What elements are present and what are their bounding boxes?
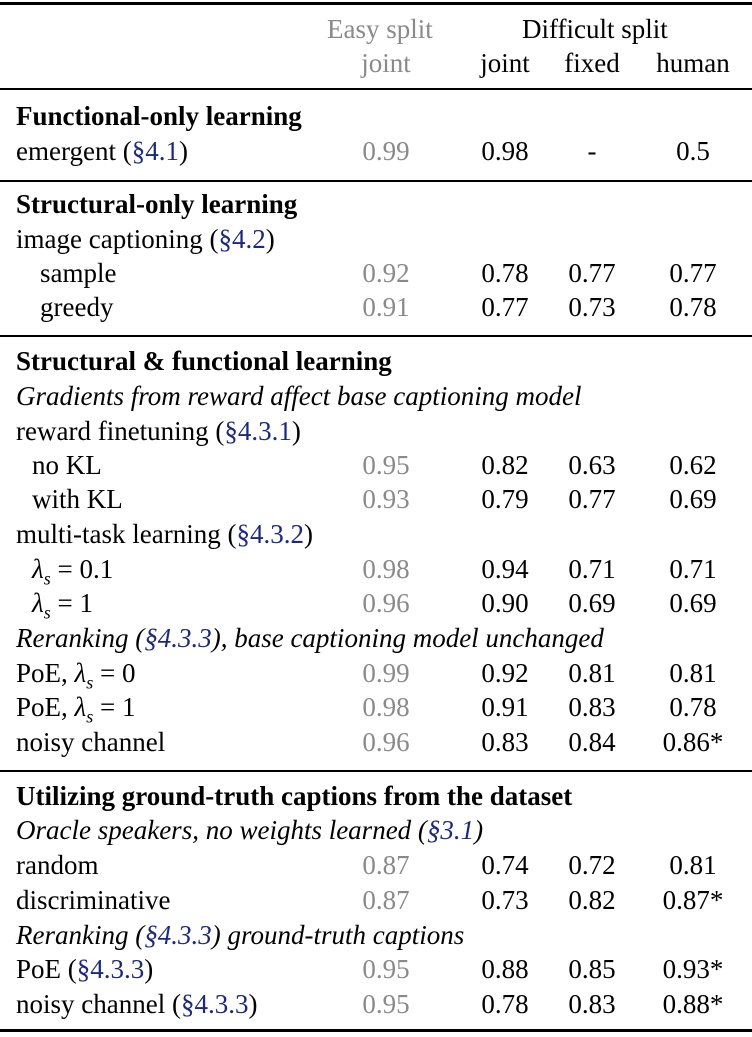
cell-human: 0.88* — [662, 989, 724, 1019]
cell-joint: 0.88 — [481, 954, 529, 984]
row-label-random: random — [16, 850, 99, 880]
row-label-greedy: greedy — [40, 292, 114, 322]
cell-human: 0.69 — [669, 588, 717, 618]
section-rule-2 — [0, 335, 752, 337]
cell-easy: 0.98 — [362, 554, 410, 584]
row-label-noisy-channel-gt: noisy channel (§4.3.3) — [16, 989, 258, 1019]
cell-fixed: 0.71 — [568, 554, 616, 584]
cell-easy: 0.95 — [362, 954, 410, 984]
cell-easy: 0.95 — [362, 450, 410, 480]
cell-joint: 0.77 — [481, 292, 529, 322]
cell-easy: 0.96 — [362, 727, 410, 757]
row-label-no-kl: no KL — [32, 450, 102, 480]
section-title-structural: Structural-only learning — [16, 189, 298, 219]
cell-fixed: 0.77 — [568, 258, 616, 288]
cell-human: 0.69 — [669, 484, 717, 514]
section-rule-3 — [0, 770, 752, 772]
italic-note-oracle: Oracle speakers, no weights learned (§3.1) — [16, 815, 484, 845]
italic-note-gradients: Gradients from reward affect base captioning model — [16, 381, 582, 411]
row-label-discriminative: discriminative — [16, 885, 171, 915]
row-label-sample: sample — [40, 258, 117, 288]
cell-joint: 0.98 — [481, 136, 529, 166]
header-rule — [0, 88, 752, 90]
cell-human: 0.86* — [662, 727, 724, 757]
section-title-functional: Functional-only learning — [16, 101, 302, 131]
header-easy-joint: joint — [361, 48, 411, 78]
header-diff-human: human — [656, 48, 730, 78]
section-title-ground-truth: Utilizing ground-truth captions from the dataset — [16, 781, 573, 811]
cell-human: 0.78 — [669, 292, 717, 322]
cell-fixed: 0.73 — [568, 292, 616, 322]
cell-easy: 0.87 — [362, 885, 410, 915]
cell-easy: 0.98 — [362, 692, 410, 722]
cell-fixed: - — [587, 136, 597, 166]
cell-fixed: 0.83 — [568, 989, 616, 1019]
cell-easy: 0.95 — [362, 989, 410, 1019]
cell-fixed: 0.81 — [568, 658, 616, 688]
cell-joint: 0.94 — [481, 554, 529, 584]
row-label-with-kl: with KL — [32, 484, 123, 514]
row-label-noisy-channel: noisy channel — [16, 727, 166, 757]
cell-fixed: 0.72 — [568, 850, 616, 880]
row-label-poe-lambda-0: PoE, $\lambda_s = 0$ — [16, 658, 136, 693]
cell-human: 0.62 — [669, 450, 717, 480]
cell-fixed: 0.82 — [568, 885, 616, 915]
cell-fixed: 0.63 — [568, 450, 616, 480]
cell-joint: 0.92 — [481, 658, 529, 688]
bottom-rule — [0, 1029, 752, 1032]
subhead-reward-finetuning: reward finetuning (§4.3.1) — [16, 416, 301, 446]
cell-joint: 0.73 — [481, 885, 529, 915]
cell-human: 0.81 — [669, 658, 717, 688]
cell-fixed: 0.77 — [568, 484, 616, 514]
row-label-poe-lambda-1: PoE, $\lambda_s = 1$ — [16, 692, 136, 727]
header-diff-joint: joint — [480, 48, 530, 78]
cell-easy: 0.92 — [362, 258, 410, 288]
subhead-multi-task: multi-task learning (§4.3.2) — [16, 519, 313, 549]
cell-human: 0.81 — [669, 850, 717, 880]
cell-human: 0.93* — [662, 954, 724, 984]
top-rule — [0, 2, 752, 5]
cell-easy: 0.96 — [362, 588, 410, 618]
cell-fixed: 0.69 — [568, 588, 616, 618]
row-label-poe-gt: PoE (§4.3.3) — [16, 954, 154, 984]
italic-note-reranking-gt: Reranking (§4.3.3) ground-truth captions — [16, 920, 465, 950]
cell-joint: 0.74 — [481, 850, 529, 880]
row-label-lambda-0-1: $\lambda_s = 0.1$ — [32, 554, 114, 589]
cell-human: 0.77 — [669, 258, 717, 288]
cell-joint: 0.79 — [481, 484, 529, 514]
cell-fixed: 0.85 — [568, 954, 616, 984]
section-rule-1 — [0, 180, 752, 182]
cell-joint: 0.83 — [481, 727, 529, 757]
cell-human: 0.5 — [676, 136, 710, 166]
cell-human: 0.87* — [662, 885, 724, 915]
cell-easy: 0.99 — [362, 136, 410, 166]
cell-fixed: 0.83 — [568, 692, 616, 722]
cell-easy: 0.91 — [362, 292, 410, 322]
cell-joint: 0.91 — [481, 692, 529, 722]
cell-human: 0.71 — [669, 554, 717, 584]
cell-joint: 0.78 — [481, 989, 529, 1019]
header-diff-fixed: fixed — [564, 48, 620, 78]
row-label-lambda-1: $\lambda_s = 1$ — [32, 588, 93, 623]
cell-easy: 0.87 — [362, 850, 410, 880]
header-easy-split: Easy split — [327, 14, 433, 44]
cell-joint: 0.82 — [481, 450, 529, 480]
cell-easy: 0.99 — [362, 658, 410, 688]
header-difficult-split: Difficult split — [522, 14, 668, 44]
cell-easy: 0.93 — [362, 484, 410, 514]
cell-fixed: 0.84 — [568, 727, 616, 757]
cell-joint: 0.90 — [481, 588, 529, 618]
cell-joint: 0.78 — [481, 258, 529, 288]
row-label-emergent: emergent (§4.1) — [16, 136, 188, 166]
cell-human: 0.78 — [669, 692, 717, 722]
section-title-structural-functional: Structural & functional learning — [16, 346, 392, 376]
italic-note-reranking: Reranking (§4.3.3), base captioning model unchanged — [16, 623, 604, 653]
subhead-image-captioning: image captioning (§4.2) — [16, 224, 275, 254]
